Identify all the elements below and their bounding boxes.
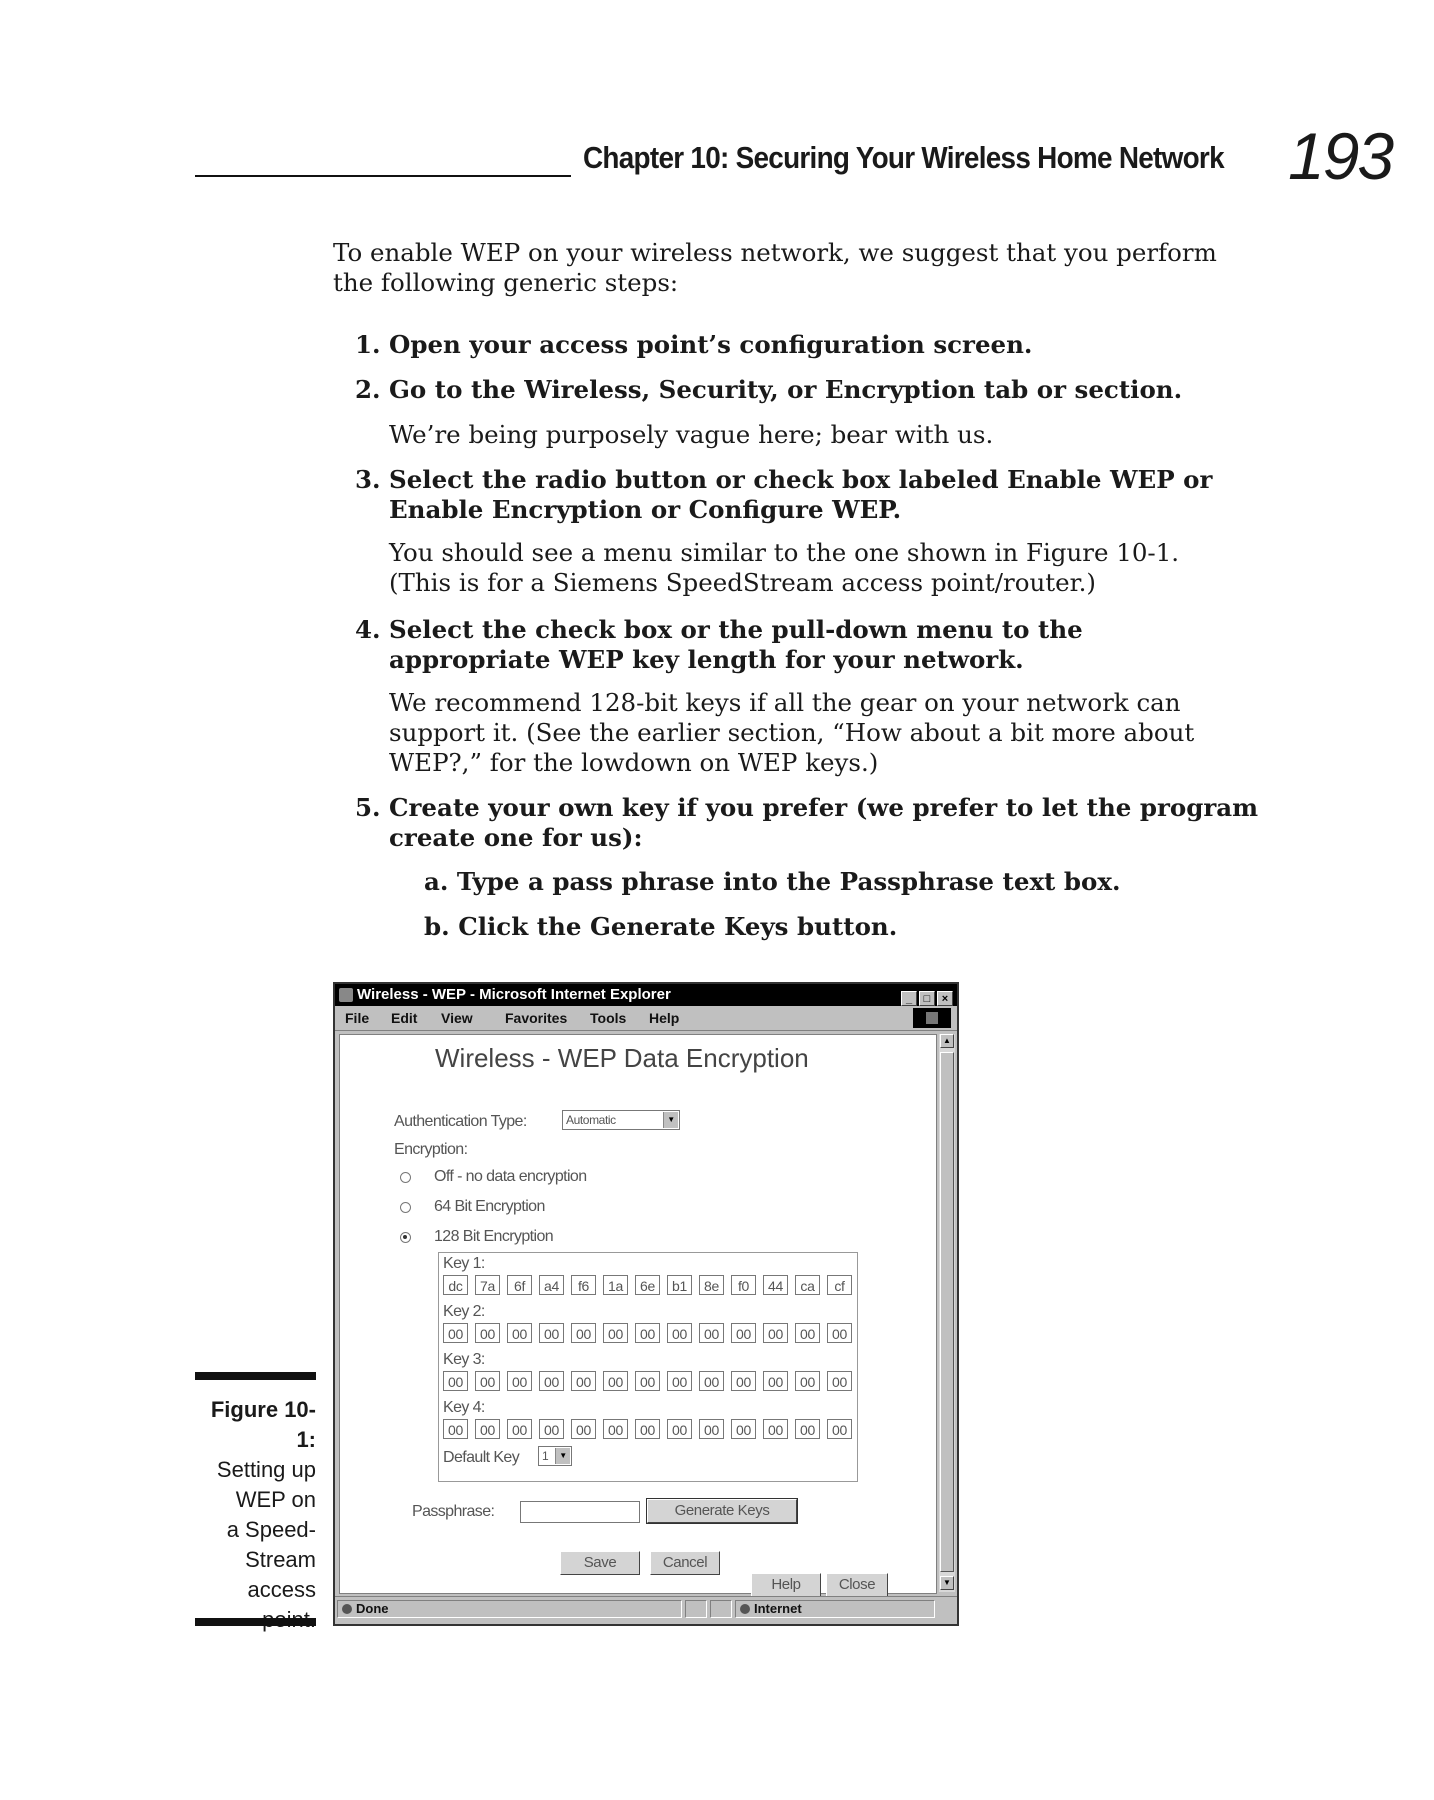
step-text: Go to the Wireless, Security, or Encryption tab or section. bbox=[389, 375, 1183, 404]
key-byte-input[interactable]: ca bbox=[795, 1275, 820, 1295]
radio-64-bit[interactable] bbox=[400, 1202, 411, 1213]
key-byte-input[interactable]: 00 bbox=[763, 1323, 788, 1343]
key-byte-input[interactable]: 00 bbox=[539, 1323, 564, 1343]
step-number: 1. bbox=[355, 330, 381, 359]
menu-view[interactable]: View bbox=[441, 1010, 473, 1026]
key-byte-input[interactable]: 00 bbox=[827, 1323, 852, 1343]
caption-line: Stream bbox=[245, 1547, 316, 1572]
key-byte-input[interactable]: 00 bbox=[827, 1371, 852, 1391]
step-2 bbox=[355, 375, 1255, 405]
key-byte-input[interactable]: 44 bbox=[763, 1275, 788, 1295]
key-byte-input[interactable]: 00 bbox=[475, 1419, 500, 1439]
key-byte-input[interactable]: 00 bbox=[603, 1323, 628, 1343]
key-byte-input[interactable]: 00 bbox=[667, 1371, 692, 1391]
radio-off[interactable] bbox=[400, 1172, 411, 1183]
scroll-thumb[interactable] bbox=[940, 1052, 954, 1572]
help-button[interactable]: Help bbox=[751, 1573, 821, 1597]
step-4 bbox=[355, 615, 1255, 675]
key-byte-input[interactable]: 6f bbox=[507, 1275, 532, 1295]
key-3-row bbox=[443, 1371, 859, 1393]
key-4-row bbox=[443, 1419, 859, 1441]
auth-type-select[interactable] bbox=[562, 1110, 680, 1130]
vertical-scrollbar[interactable] bbox=[939, 1034, 955, 1592]
maximize-icon[interactable]: □ bbox=[919, 991, 935, 1006]
default-key-label: Default Key bbox=[443, 1449, 520, 1466]
default-key-value: 1 bbox=[542, 1449, 549, 1463]
key-byte-input[interactable]: 00 bbox=[571, 1371, 596, 1391]
key-byte-input[interactable]: 6e bbox=[635, 1275, 660, 1295]
key-byte-input[interactable]: 00 bbox=[571, 1323, 596, 1343]
generate-keys-button[interactable]: Generate Keys bbox=[647, 1499, 797, 1523]
key-byte-input[interactable]: 00 bbox=[603, 1419, 628, 1439]
key-byte-input[interactable]: b1 bbox=[667, 1275, 692, 1295]
key-byte-input[interactable]: 7a bbox=[475, 1275, 500, 1295]
key-byte-input[interactable]: cf bbox=[827, 1275, 852, 1295]
key-byte-input[interactable]: 00 bbox=[763, 1419, 788, 1439]
chevron-down-icon: ▼ bbox=[555, 1448, 570, 1464]
step-text: Create your own key if you prefer (we prefer to let the program create one for us): bbox=[389, 793, 1259, 852]
key-byte-input[interactable]: 00 bbox=[731, 1371, 756, 1391]
key-byte-input[interactable]: 00 bbox=[731, 1419, 756, 1439]
key-byte-input[interactable]: 1a bbox=[603, 1275, 628, 1295]
key-byte-input[interactable]: 00 bbox=[635, 1371, 660, 1391]
status-pane bbox=[685, 1600, 707, 1618]
key-byte-input[interactable]: 00 bbox=[507, 1371, 532, 1391]
step-4-note: We recommend 128-bit keys if all the gear on your network can support it. (See the earlier section, “How about a bit more about WEP?,” for the lowdown on WEP keys.) bbox=[389, 688, 1195, 777]
key-byte-input[interactable]: 00 bbox=[795, 1371, 820, 1391]
cancel-button[interactable]: Cancel bbox=[650, 1551, 720, 1575]
key-byte-input[interactable]: 00 bbox=[635, 1323, 660, 1343]
throbber-icon bbox=[913, 1008, 951, 1028]
key-byte-input[interactable]: 00 bbox=[443, 1323, 468, 1343]
close-icon[interactable]: × bbox=[937, 991, 953, 1006]
key-byte-input[interactable]: f6 bbox=[571, 1275, 596, 1295]
key-byte-input[interactable]: 00 bbox=[443, 1371, 468, 1391]
key-byte-input[interactable]: 00 bbox=[763, 1371, 788, 1391]
zone-cell bbox=[735, 1600, 935, 1618]
key-byte-input[interactable]: 00 bbox=[507, 1419, 532, 1439]
key-byte-input[interactable]: 00 bbox=[699, 1323, 724, 1343]
caption-top-bar bbox=[195, 1372, 316, 1380]
key-1-label: Key 1: bbox=[443, 1255, 485, 1272]
chevron-down-icon: ▼ bbox=[663, 1112, 678, 1128]
default-key-select[interactable] bbox=[538, 1446, 572, 1466]
chapter-title: Chapter 10: Securing Your Wireless Home Network bbox=[583, 140, 1224, 175]
step-number: 3. bbox=[355, 465, 381, 494]
key-byte-input[interactable]: 00 bbox=[539, 1419, 564, 1439]
key-byte-input[interactable]: 00 bbox=[795, 1323, 820, 1343]
key-byte-input[interactable]: 00 bbox=[603, 1371, 628, 1391]
status-bar bbox=[335, 1596, 957, 1623]
key-byte-input[interactable]: 00 bbox=[507, 1323, 532, 1343]
step-number: 5. bbox=[355, 793, 381, 822]
substep-b: b. Click the Generate Keys button. bbox=[424, 912, 898, 941]
key-byte-input[interactable]: a4 bbox=[539, 1275, 564, 1295]
menu-edit[interactable]: Edit bbox=[391, 1010, 418, 1026]
page-number: 193 bbox=[1288, 119, 1393, 193]
window-titlebar[interactable] bbox=[335, 984, 957, 1006]
key-byte-input[interactable]: dc bbox=[443, 1275, 468, 1295]
key-byte-input[interactable]: 8e bbox=[699, 1275, 724, 1295]
step-2-note: We’re being purposely vague here; bear with us. bbox=[389, 420, 994, 449]
key-byte-input[interactable]: 00 bbox=[667, 1419, 692, 1439]
key-byte-input[interactable]: 00 bbox=[635, 1419, 660, 1439]
substep-a: a. Type a pass phrase into the Passphrase text box. bbox=[424, 867, 1121, 896]
encryption-label: Encryption: bbox=[394, 1141, 468, 1158]
key-1-row bbox=[443, 1275, 859, 1297]
key-byte-input[interactable]: f0 bbox=[731, 1275, 756, 1295]
page-icon bbox=[342, 1604, 352, 1614]
browser-window bbox=[333, 982, 959, 1626]
key-4-label: Key 4: bbox=[443, 1399, 485, 1416]
menu-bar bbox=[335, 1006, 957, 1031]
key-byte-input[interactable]: 00 bbox=[475, 1371, 500, 1391]
key-byte-input[interactable]: 00 bbox=[571, 1419, 596, 1439]
step-text: Open your access point’s configuration screen. bbox=[389, 330, 1033, 359]
menu-favorites[interactable]: Favorites bbox=[505, 1010, 568, 1026]
key-2-row bbox=[443, 1323, 859, 1345]
step-number: 2. bbox=[355, 375, 381, 404]
minimize-icon[interactable]: _ bbox=[901, 991, 917, 1006]
zone-text: Internet bbox=[754, 1601, 802, 1616]
caption-line: access bbox=[247, 1577, 316, 1602]
status-cell bbox=[337, 1600, 682, 1618]
browser-icon bbox=[339, 988, 353, 1002]
intro-paragraph: To enable WEP on your wireless network, we suggest that you perform the following generic steps: bbox=[333, 238, 1217, 297]
save-button[interactable]: Save bbox=[560, 1551, 640, 1575]
status-text: Done bbox=[356, 1601, 389, 1616]
key-byte-input[interactable]: 00 bbox=[699, 1371, 724, 1391]
scroll-down-icon[interactable]: ▼ bbox=[940, 1576, 954, 1590]
wep-key-group bbox=[438, 1252, 858, 1482]
step-5 bbox=[355, 793, 1259, 853]
step-3 bbox=[355, 465, 1255, 525]
auth-type-value: Automatic bbox=[566, 1113, 616, 1127]
status-pane bbox=[710, 1600, 732, 1618]
step-1 bbox=[355, 330, 1255, 360]
caption-line: a Speed- bbox=[226, 1517, 316, 1542]
header-rule bbox=[195, 175, 571, 177]
page-content bbox=[339, 1034, 937, 1594]
key-byte-input[interactable]: 00 bbox=[475, 1323, 500, 1343]
menu-tools[interactable]: Tools bbox=[590, 1010, 627, 1026]
radio-off-label: Off - no data encryption bbox=[434, 1168, 587, 1185]
caption-label: Figure 10-1: bbox=[210, 1397, 316, 1452]
radio-128-bit[interactable] bbox=[400, 1232, 411, 1243]
passphrase-label: Passphrase: bbox=[412, 1503, 495, 1520]
caption-line: WEP on bbox=[235, 1487, 316, 1512]
key-byte-input[interactable]: 00 bbox=[731, 1323, 756, 1343]
auth-type-label: Authentication Type: bbox=[394, 1113, 527, 1130]
key-byte-input[interactable]: 00 bbox=[699, 1419, 724, 1439]
menu-help[interactable]: Help bbox=[649, 1010, 680, 1026]
key-byte-input[interactable]: 00 bbox=[667, 1323, 692, 1343]
step-text: Select the check box or the pull-down menu to the appropriate WEP key length for your network. bbox=[389, 615, 1083, 674]
page-title: Wireless - WEP Data Encryption bbox=[435, 1043, 809, 1073]
globe-icon bbox=[740, 1604, 750, 1614]
passphrase-input[interactable] bbox=[520, 1501, 640, 1523]
figure-caption bbox=[195, 1395, 316, 1635]
window-title: Wireless - WEP - Microsoft Internet Explorer bbox=[357, 986, 671, 1003]
key-byte-input[interactable]: 00 bbox=[539, 1371, 564, 1391]
radio-64-label: 64 Bit Encryption bbox=[434, 1198, 545, 1215]
caption-bottom-bar bbox=[195, 1618, 316, 1626]
key-byte-input[interactable]: 00 bbox=[827, 1419, 852, 1439]
step-number: 4. bbox=[355, 615, 381, 644]
step-text: Select the radio button or check box labeled Enable WEP or Enable Encryption or Configure WEP. bbox=[389, 465, 1213, 524]
step-3-note: You should see a menu similar to the one shown in Figure 10-1. (This is for a Siemens SpeedStream access point/router.) bbox=[389, 538, 1180, 597]
radio-128-label: 128 Bit Encryption bbox=[434, 1228, 554, 1245]
menu-file[interactable]: File bbox=[345, 1010, 370, 1026]
close-button[interactable]: Close bbox=[826, 1573, 888, 1597]
key-byte-input[interactable]: 00 bbox=[443, 1419, 468, 1439]
caption-line: Setting up bbox=[216, 1457, 316, 1482]
key-2-label: Key 2: bbox=[443, 1303, 485, 1320]
scroll-up-icon[interactable]: ▲ bbox=[940, 1034, 954, 1048]
key-byte-input[interactable]: 00 bbox=[795, 1419, 820, 1439]
key-3-label: Key 3: bbox=[443, 1351, 485, 1368]
